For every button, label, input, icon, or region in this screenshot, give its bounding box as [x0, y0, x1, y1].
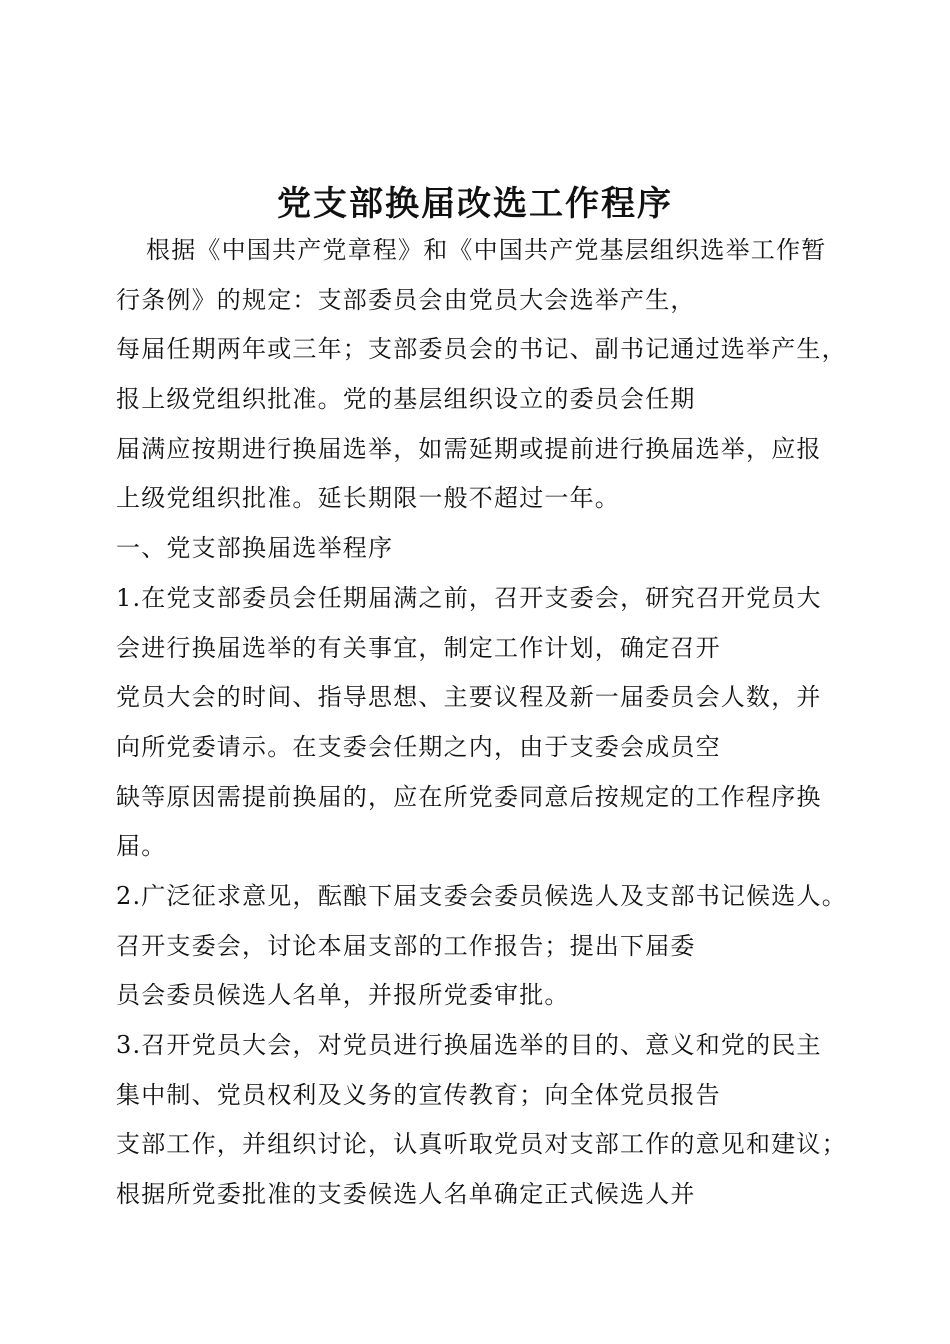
- text-line: 行条例》的规定：支部委员会由党员大会选举产生，: [116, 285, 696, 314]
- text-line: 员会委员候选人名单，并报所党委审批。: [116, 981, 570, 1010]
- text-line: 上级党组织批准。延长期限一般不超过一年。: [116, 484, 620, 513]
- text-line: 会进行换届选举的有关事宜，制定工作计划，确定召开: [116, 633, 721, 662]
- document-title: 党支部换届改选工作程序: [277, 184, 673, 224]
- text-line: 3.召开党员大会，对党员进行换届选举的目的、意义和党的民主: [116, 1031, 822, 1059]
- section-heading: 一、党支部换届选举程序: [116, 534, 394, 563]
- text-line: 召开支委会，讨论本届支部的工作报告；提出下届委: [116, 931, 696, 960]
- text-line: 2.广泛征求意见，酝酿下届支委会委员候选人及支部书记候选人。: [116, 881, 847, 910]
- text-line: 报上级党组织批准。党的基层组织设立的委员会任期: [116, 385, 696, 414]
- text-line: 每届任期两年或三年；支部委员会的书记、副书记通过选举产生，: [116, 335, 847, 364]
- text-line: 集中制、党员权利及义务的宣传教育；向全体党员报告: [116, 1080, 721, 1109]
- text-line: 支部工作，并组织讨论，认真听取党员对支部工作的意见和建议；: [116, 1130, 847, 1159]
- text-line: 向所党委请示。在支委会任期之内，由于支委会成员空: [116, 732, 721, 761]
- text-line: 根据《中国共产党章程》和《中国共产党基层组织选举工作暂: [146, 236, 827, 264]
- text-line: 届。: [116, 832, 167, 861]
- text-line: 缺等原因需提前换届的，应在所党委同意后按规定的工作程序换: [116, 782, 822, 811]
- text-line: 1.在党支部委员会任期届满之前，召开支委会，研究召开党员大: [116, 583, 822, 612]
- text-line: 届满应按期进行换届选举，如需延期或提前进行换届选举，应报: [116, 434, 822, 463]
- text-line: 根据所党委批准的支委候选人名单确定正式候选人并: [116, 1180, 696, 1209]
- text-line: 党员大会的时间、指导思想、主要议程及新一届委员会人数，并: [116, 683, 822, 712]
- document-body: [116, 226, 856, 1220]
